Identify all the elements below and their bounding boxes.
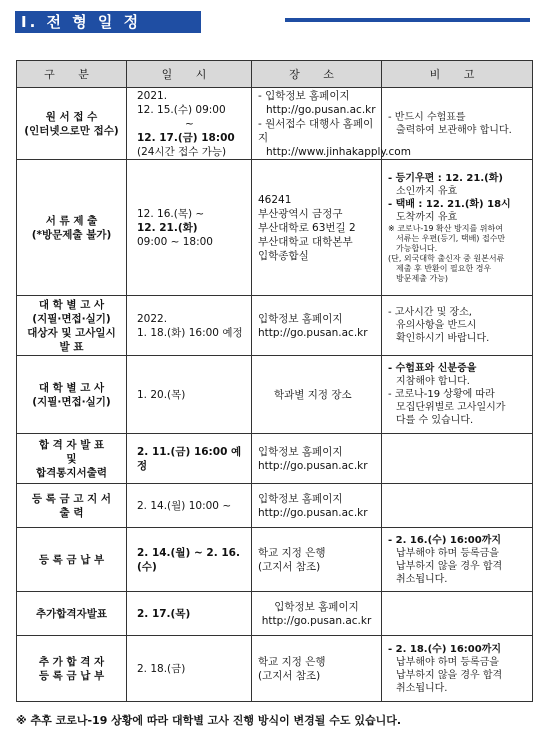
table-row xyxy=(17,434,533,484)
row-place xyxy=(252,160,382,296)
date-text: 2. 17.(목) xyxy=(137,607,191,620)
date-text: ~ xyxy=(185,117,194,130)
row-note xyxy=(382,484,533,528)
category-text: 원 서 접 수 xyxy=(45,110,98,123)
date-text: 09:00 ~ 18:00 xyxy=(137,235,213,248)
row-category xyxy=(17,528,127,592)
row-note xyxy=(382,528,533,592)
category-text: 대 학 별 고 사 xyxy=(38,298,105,311)
row-date xyxy=(127,434,252,484)
table-row xyxy=(17,484,533,528)
note-text: 취소됩니다. xyxy=(396,682,448,694)
note-text: 납부하지 않을 경우 합격 xyxy=(396,669,503,681)
row-place xyxy=(252,434,382,484)
note-text: 방문제출 가능) xyxy=(396,273,449,283)
header-place: 장 소 xyxy=(252,61,382,88)
category-text: 대상자 및 고사일시 xyxy=(27,326,116,339)
schedule-table xyxy=(16,60,533,702)
place-link[interactable]: http://go.pusan.ac.kr xyxy=(258,326,368,339)
table-header-row xyxy=(17,61,533,88)
row-date xyxy=(127,296,252,356)
row-place xyxy=(252,356,382,434)
section-title: Ⅰ. 전 형 일 정 xyxy=(15,11,201,33)
header-category: 구 분 xyxy=(17,61,127,88)
row-place xyxy=(252,484,382,528)
category-text: 및 xyxy=(66,452,77,465)
note-text: 지참해야 합니다. xyxy=(396,376,470,387)
note-text: 납부하지 않을 경우 합격 xyxy=(396,560,503,572)
row-note xyxy=(382,592,533,636)
row-date xyxy=(127,88,252,160)
note-text: (단, 외국대학 출신자 중 원본서류 xyxy=(388,253,505,263)
place-link[interactable]: http://go.pusan.ac.kr xyxy=(261,614,372,627)
row-category xyxy=(17,160,127,296)
place-text: - 원서접수 대행사 홈페이지 xyxy=(258,117,374,144)
category-text: 추 가 합 격 자 xyxy=(38,655,105,668)
date-text: 12. 15.(수) 09:00 xyxy=(137,103,226,116)
date-text: 2. 11.(금) 16:00 예정 xyxy=(137,445,242,472)
place-text: 46241 xyxy=(258,193,292,206)
place-text: (고지서 참조) xyxy=(258,669,321,682)
row-note xyxy=(382,434,533,484)
row-category xyxy=(17,356,127,434)
place-text: 학교 지정 은행 xyxy=(258,546,326,559)
category-text: 추가합격자발표 xyxy=(35,607,107,620)
row-category xyxy=(17,88,127,160)
note-text: 취소됩니다. xyxy=(396,573,448,585)
category-text: (지필·면접·실기) xyxy=(32,312,111,325)
note-text: 출력하여 보관해야 합니다. xyxy=(396,124,512,136)
category-text: (인터넷으로만 접수) xyxy=(24,124,119,137)
date-text: 2. 14.(월) ~ 2. 16.(수) xyxy=(137,546,240,573)
row-note xyxy=(382,636,533,702)
table-row xyxy=(17,356,533,434)
note-text: 유의사항을 반드시 xyxy=(396,320,477,331)
header-date: 일 시 xyxy=(127,61,252,88)
category-text: 대 학 별 고 사 xyxy=(38,381,105,394)
row-place xyxy=(252,296,382,356)
category-text: 출 력 xyxy=(59,506,84,519)
date-text: 1. 20.(목) xyxy=(137,388,186,401)
date-text: 2. 18.(금) xyxy=(137,662,186,675)
row-note xyxy=(382,356,533,434)
place-text: (고지서 참조) xyxy=(258,560,321,573)
date-text: 2022. xyxy=(137,312,168,325)
row-date xyxy=(127,592,252,636)
section-header xyxy=(15,11,201,33)
date-text: 12. 21.(화) xyxy=(137,221,198,234)
note-text: 모집단위별로 고사일시가 xyxy=(396,402,506,413)
category-text: 합격통지서출력 xyxy=(35,466,107,479)
table-row xyxy=(17,528,533,592)
row-date xyxy=(127,160,252,296)
note-text: - 수험표와 신분증을 xyxy=(388,363,477,374)
note-text: 다를 수 있습니다. xyxy=(396,415,474,426)
row-note xyxy=(382,160,533,296)
row-place xyxy=(252,528,382,592)
place-text: 학교 지정 은행 xyxy=(258,655,326,668)
note-text: - 택배 : 12. 21.(화) 18시 xyxy=(388,198,511,210)
date-text: 12. 17.(금) 18:00 xyxy=(137,131,235,144)
category-text: 합 격 자 발 표 xyxy=(38,438,105,451)
place-text: 부산광역시 금정구 xyxy=(258,207,343,220)
place-text: 입학정보 홈페이지 xyxy=(258,445,343,458)
note-text: 제출 후 반환이 필요한 경우 xyxy=(396,263,492,273)
row-note xyxy=(382,296,533,356)
header-note: 비 고 xyxy=(382,61,533,88)
place-link[interactable]: http://go.pusan.ac.kr xyxy=(258,506,368,519)
row-category xyxy=(17,434,127,484)
category-text: 등 록 금 고 지 서 xyxy=(31,492,112,505)
date-text: 12. 16.(목) ~ xyxy=(137,207,205,220)
note-text: 서류는 우편(등기, 택배) 접수만 xyxy=(396,233,506,243)
note-text: - 반드시 수험표를 xyxy=(388,111,466,123)
table-row xyxy=(17,592,533,636)
place-link[interactable]: http://go.pusan.ac.kr xyxy=(266,103,376,116)
note-text: - 2. 18.(수) 16:00까지 xyxy=(388,643,502,655)
table-row xyxy=(17,296,533,356)
place-text: 입학정보 홈페이지 xyxy=(258,312,343,325)
category-text: (지필·면접·실기) xyxy=(32,395,111,408)
row-category xyxy=(17,636,127,702)
date-text: 1. 18.(화) 16:00 예정 xyxy=(137,326,243,339)
row-date xyxy=(127,636,252,702)
table-row xyxy=(17,636,533,702)
note-text: - 코로나-19 상황에 따라 xyxy=(388,389,495,400)
note-text: 소인까지 유효 xyxy=(396,185,458,197)
place-text: 입학정보 홈페이지 xyxy=(274,600,359,613)
category-text: 등 록 금 납 부 xyxy=(38,553,105,566)
note-text: 확인하시기 바랍니다. xyxy=(396,333,490,344)
place-text: 학과별 지정 장소 xyxy=(274,388,352,401)
place-text: 부산대학로 63번길 2 xyxy=(258,221,356,234)
place-link[interactable]: http://go.pusan.ac.kr xyxy=(258,459,368,472)
note-text: ※ 코로나-19 확산 방지를 위하여 xyxy=(388,223,503,233)
note-text: 가능합니다. xyxy=(396,243,438,253)
row-place xyxy=(252,592,382,636)
table-row xyxy=(17,88,533,160)
note-text: 납부해야 하며 등록금을 xyxy=(396,547,499,559)
row-category xyxy=(17,592,127,636)
note-text: 납부해야 하며 등록금을 xyxy=(396,656,499,668)
table-row xyxy=(17,160,533,296)
row-category xyxy=(17,484,127,528)
date-text: 2021. xyxy=(137,89,168,102)
row-date xyxy=(127,484,252,528)
category-text: 발 표 xyxy=(59,340,84,353)
row-date xyxy=(127,528,252,592)
note-text: - 등기우편 : 12. 21.(화) xyxy=(388,172,503,184)
place-text: 입학종합실 xyxy=(258,249,309,262)
row-place xyxy=(252,636,382,702)
footnote: ※ 추후 코로나-19 상황에 따라 대학별 고사 진행 방식이 변경될 수도 있습니다. xyxy=(16,714,402,727)
note-text: - 2. 16.(수) 16:00까지 xyxy=(388,534,502,546)
row-date xyxy=(127,356,252,434)
place-text: 입학정보 홈페이지 xyxy=(258,492,343,505)
place-text: - 입학정보 홈페이지 xyxy=(258,89,350,102)
category-text: 등 록 금 납 부 xyxy=(38,669,105,682)
note-text: - 고사시간 및 장소, xyxy=(388,307,472,318)
category-text: 서 류 제 출 xyxy=(45,214,98,227)
category-text: (*방문제출 불가) xyxy=(31,228,112,241)
place-text: 부산대학교 대학본부 xyxy=(258,235,353,248)
title-rule xyxy=(285,18,530,22)
note-text: 도착까지 유효 xyxy=(396,211,458,223)
row-place xyxy=(252,88,411,160)
row-category xyxy=(17,296,127,356)
place-link[interactable]: http://www.jinhakapply.com xyxy=(266,145,411,158)
date-text: 2. 14.(월) 10:00 ~ xyxy=(137,499,232,512)
date-text: (24시간 접수 가능) xyxy=(137,145,227,158)
